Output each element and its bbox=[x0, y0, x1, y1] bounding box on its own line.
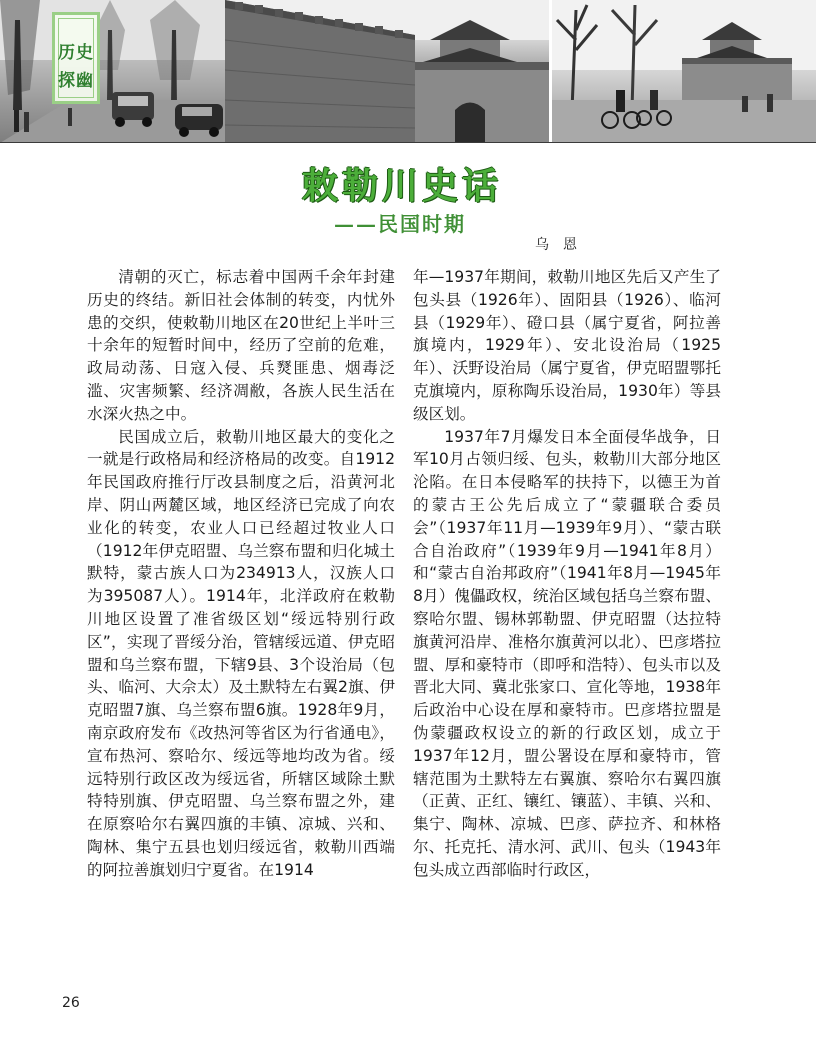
left-column bbox=[87, 266, 395, 882]
paragraph: 民国成立后，敕勒川地区最大的变化之一就是行政格局和经济格局的改变。自1912年民国政府推行厅改县制度之后，沿黄河北岸、阴山两麓区域，地区经济已完成了向农业化的转变，农业人口已经超过牧业人口（1912年伊克昭盟、乌兰察布盟和归化城土默特，蒙古族人口为234913人，汉族人口为395087人）。1914年，北洋政府在敕勒川地区设置了准省级区划“绥远特别行政区”，实现了晋绥分治，管辖绥远道、伊克昭盟和乌兰察布盟，下辖9县、3个设治局（包头、临河、大佘太）及土默特左右翼2旗、伊克昭盟7旗、乌兰察布盟6旗。1928年9月，南京政府发布《改热河等省区为行省通电》，宣布热河、察哈尔、绥远等地均改为省。绥远特别行政区改为绥远省，所辖区域除土默特特别旗、伊克昭盟、乌兰察布盟之外，建在原察哈尔右翼四旗的丰镇、凉城、兴和、陶林、集宁五县也划归绥远省，敕勒川西端的阿拉善旗划归宁夏省。在1914 bbox=[87, 427, 395, 879]
badge-label-line1: 历史 bbox=[58, 43, 94, 63]
badge-label-line2: 探幽 bbox=[58, 71, 94, 91]
section-badge bbox=[52, 12, 100, 104]
header-photo-strip bbox=[0, 0, 816, 143]
article-author: 乌恩 bbox=[535, 237, 591, 253]
paragraph: 清朝的灭亡，标志着中国两千余年封建历史的终结。新旧社会体制的转变，内忧外患的交织，使敕勒川地区在20世纪上半叶三十余年的短暂时间中，经历了空前的危难，政局动荡、日寇入侵、兵燹匪患、烟毒泛滥、灾害频繁、经济凋敝，各族人民生活在水深火热之中。 bbox=[87, 268, 395, 423]
gate-street-photo bbox=[552, 0, 816, 143]
street-photo bbox=[0, 0, 225, 143]
article-subtitle: ——民国时期 bbox=[334, 212, 466, 236]
paragraph: 年—1937年期间，敕勒川地区先后又产生了包头县（1926年）、固阳县（1926）、临河县（1929年）、磴口县（属宁夏省，阿拉善旗境内，1929年）、安北设治局（1925年）、沃野设治局（属宁夏省，伊克昭盟鄂托克旗境内，原称陶乐设治局，1930年）等县级区划。 bbox=[413, 268, 721, 423]
page-number: 26 bbox=[62, 995, 80, 1011]
article-title: 敕勒川史话 bbox=[302, 166, 503, 207]
header-rule bbox=[0, 142, 816, 143]
city-wall-photo bbox=[225, 0, 550, 143]
right-column bbox=[413, 266, 721, 882]
paragraph: 1937年7月爆发日本全面侵华战争，日军10月占领归绥、包头，敕勒川大部分地区沦陷。在日本侵略军的扶持下，以德王为首的蒙古王公先后成立了“蒙疆联合委员会”（1937年11月—1939年9月）、“蒙古联合自治政府”（1939年9月—1941年8月）和“蒙古自治邦政府”（1941年8月—1945年8月）傀儡政权，统治区域包括乌兰察布盟、察哈尔盟、锡林郭勒盟、伊克昭盟（达拉特旗黄河沿岸、准格尔旗黄河以北）、巴彦塔拉盟、厚和豪特市（即呼和浩特）、包头市以及晋北大同、冀北张家口、宣化等地，1938年后政治中心设在厚和豪特市。巴彦塔拉盟是伪蒙疆政权设立的新的行政区划，成立于1937年12月，盟公署设在厚和豪特市，管辖范围为土默特左右翼旗、察哈尔右翼四旗（正黄、正红、镶红、镶蓝）、丰镇、兴和、集宁、陶林、凉城、巴彦、萨拉齐、和林格尔、托克托、清水河、武川、包头（1943年包头成立西部临时行政区， bbox=[413, 427, 721, 879]
